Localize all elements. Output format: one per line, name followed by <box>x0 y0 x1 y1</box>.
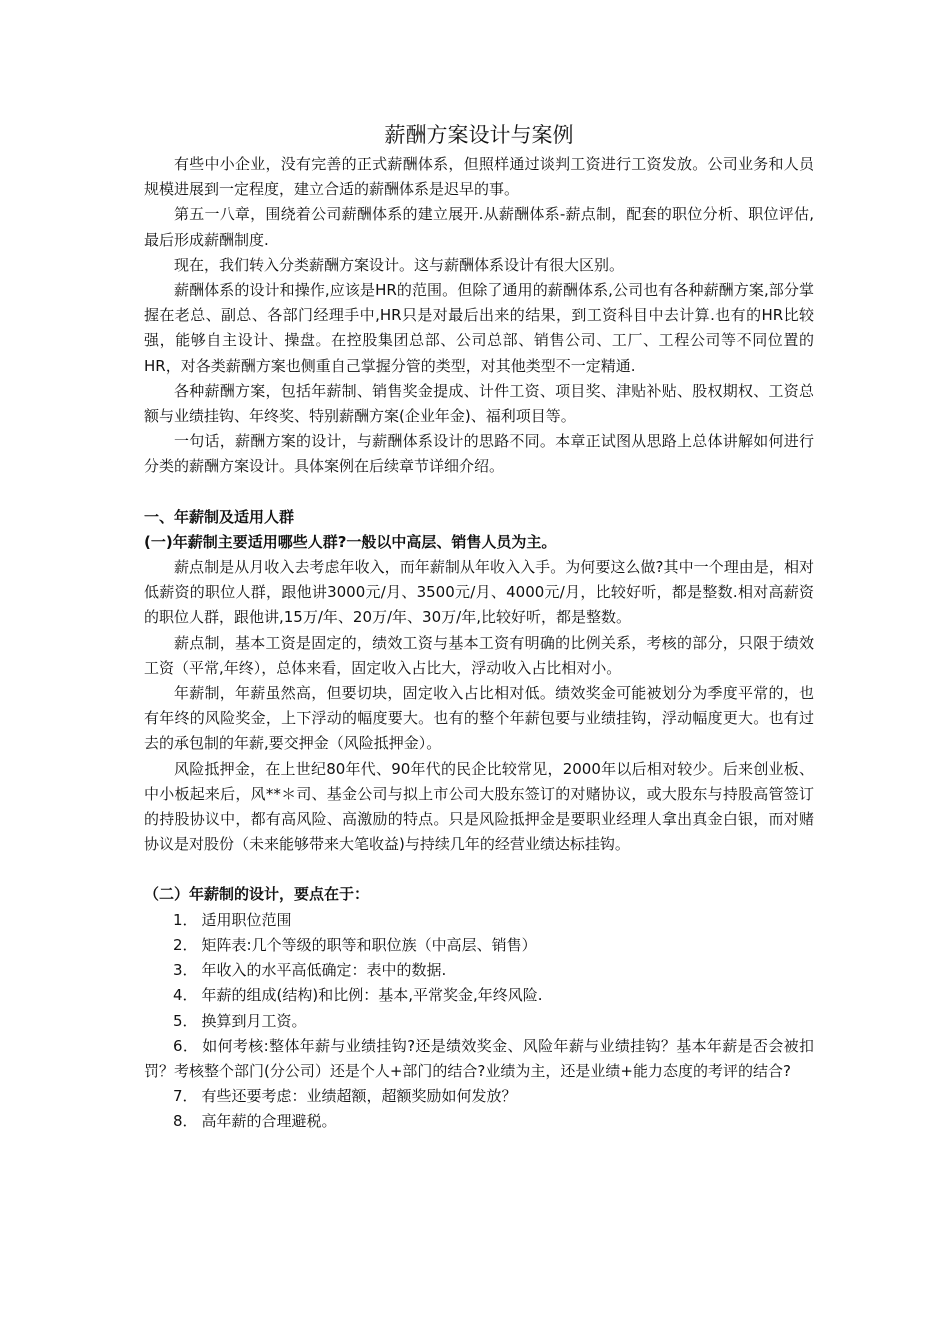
list-text: 高年薪的合理避税。 <box>201 1112 337 1131</box>
list-number: 8． <box>173 1112 198 1131</box>
document-title: 薪酬方案设计与案例 <box>384 123 574 147</box>
spacer <box>144 857 814 882</box>
list-item <box>144 983 814 1008</box>
list-item <box>144 908 814 933</box>
list-number: 6． <box>173 1036 199 1055</box>
list-number: 2． <box>173 935 198 954</box>
subsection-heading: （二）年薪制的设计，要点在于： <box>144 885 370 904</box>
list-text: 如何考核:整体年薪与业绩挂钩?还是绩效奖金、风险年薪与业绩挂钩？基本年薪是否会被扣罚？考核整个部门(分公司）还是个人+部门的结合?业绩为主，还是业绩+能力态度的考评的结合? <box>144 1036 814 1080</box>
list-item <box>144 1034 814 1084</box>
body-paragraph: 年薪制，年薪虽然高，但要切块，固定收入占比相对低。绩效奖金可能被划分为季度平常的，也有年终的风险奖金，上下浮动的幅度要大。也有的整个年薪包要与业绩挂钩，浮动幅度更大。也有过去的承包制的年薪,要交押金（风险抵押金）。 <box>144 684 814 753</box>
list-item <box>144 1009 814 1034</box>
list-text: 有些还要考虑：业绩超额，超额奖励如何发放？ <box>201 1087 517 1106</box>
list-item <box>144 1109 814 1134</box>
body-paragraph: 薪点制是从月收入去考虑年收入，而年薪制从年收入入手。为何要这么做?其中一个理由是，相对低薪资的职位人群，跟他讲3000元/月、3500元/月、4000元/月，比较好听，都是整数.相对高薪资的职位人群，跟他讲,15万/年、20万/年、30万/年,比较好听，都是整数。 <box>144 558 814 627</box>
list-item <box>144 958 814 983</box>
list-item <box>144 933 814 958</box>
intro-paragraph: 第五一八章，围绕着公司薪酬体系的建立展开.从薪酬体系-薪点制，配套的职位分析、职位评估,最后形成薪酬制度. <box>144 205 814 249</box>
body-paragraph: 薪点制，基本工资是固定的，绩效工资与基本工资有明确的比例关系，考核的部分，只限于绩效工资（平常,年终），总体来看，固定收入占比大，浮动收入占比相对小。 <box>144 633 814 677</box>
list-text: 矩阵表:几个等级的职等和职位族（中高层、销售） <box>201 935 537 954</box>
section-heading: 一、年薪制及适用人群 <box>144 507 295 526</box>
list-text: 适用职位范围 <box>201 910 292 929</box>
intro-paragraph: 现在，我们转入分类薪酬方案设计。这与薪酬体系设计有很大区别。 <box>174 255 625 274</box>
list-number: 4． <box>173 986 198 1005</box>
list-text: 年薪的组成(结构)和比例：基本,平常奖金,年终风险. <box>201 986 543 1005</box>
list-number: 1． <box>173 910 198 929</box>
intro-paragraph: 薪酬体系的设计和操作,应该是HR的范围。但除了通用的薪酬体系,公司也有各种薪酬方案,部分掌握在老总、副总、各部门经理手中,HR只是对最后出来的结果，到工资科目中去计算.也有的HR比较强，能够自主设计、操盘。在控股集团总部、公司总部、销售公司、工厂、工程公司等不同位置的HR，对各类薪酬方案也侧重自己掌握分管的类型，对其他类型不一定精通. <box>144 281 814 375</box>
body-paragraph: 风险抵押金，在上世纪80年代、90年代的民企比较常见，2000年以后相对较少。后来创业板、中小板起来后，风**＊司、基金公司与拟上市公司大股东签订的对赌协议，或大股东与持股高管签订的持股协议中，都有高风险、高激励的特点。只是风险抵押金是要职业经理人拿出真金白银，而对赌协议是对股份（未来能够带来大笔收益)与持续几年的经营业绩达标挂钩。 <box>144 759 814 854</box>
list-number: 3． <box>173 961 198 980</box>
list-text: 年收入的水平高低确定：表中的数据. <box>201 961 447 980</box>
list-number: 5． <box>173 1011 198 1030</box>
intro-paragraph: 有些中小企业，没有完善的正式薪酬体系，但照样通过谈判工资进行工资发放。公司业务和人员规模进展到一定程度，建立合适的薪酬体系是迟早的事。 <box>144 155 814 199</box>
spacer <box>144 480 814 505</box>
subsection-heading: (一)年薪制主要适用哪些人群?一般以中高层、销售人员为主。 <box>144 532 557 551</box>
document-body <box>144 118 814 1135</box>
list-item <box>144 1084 814 1109</box>
list-number: 7． <box>173 1087 198 1106</box>
list-text: 换算到月工资。 <box>201 1011 307 1030</box>
intro-paragraph: 一句话，薪酬方案的设计，与薪酬体系设计的思路不同。本章正试图从思路上总体讲解如何进行分类的薪酬方案设计。具体案例在后续章节详细介绍。 <box>144 432 814 476</box>
intro-paragraph: 各种薪酬方案，包括年薪制、销售奖金提成、计件工资、项目奖、津贴补贴、股权期权、工资总额与业绩挂钩、年终奖、特别薪酬方案(企业年金)、福利项目等。 <box>144 381 814 426</box>
